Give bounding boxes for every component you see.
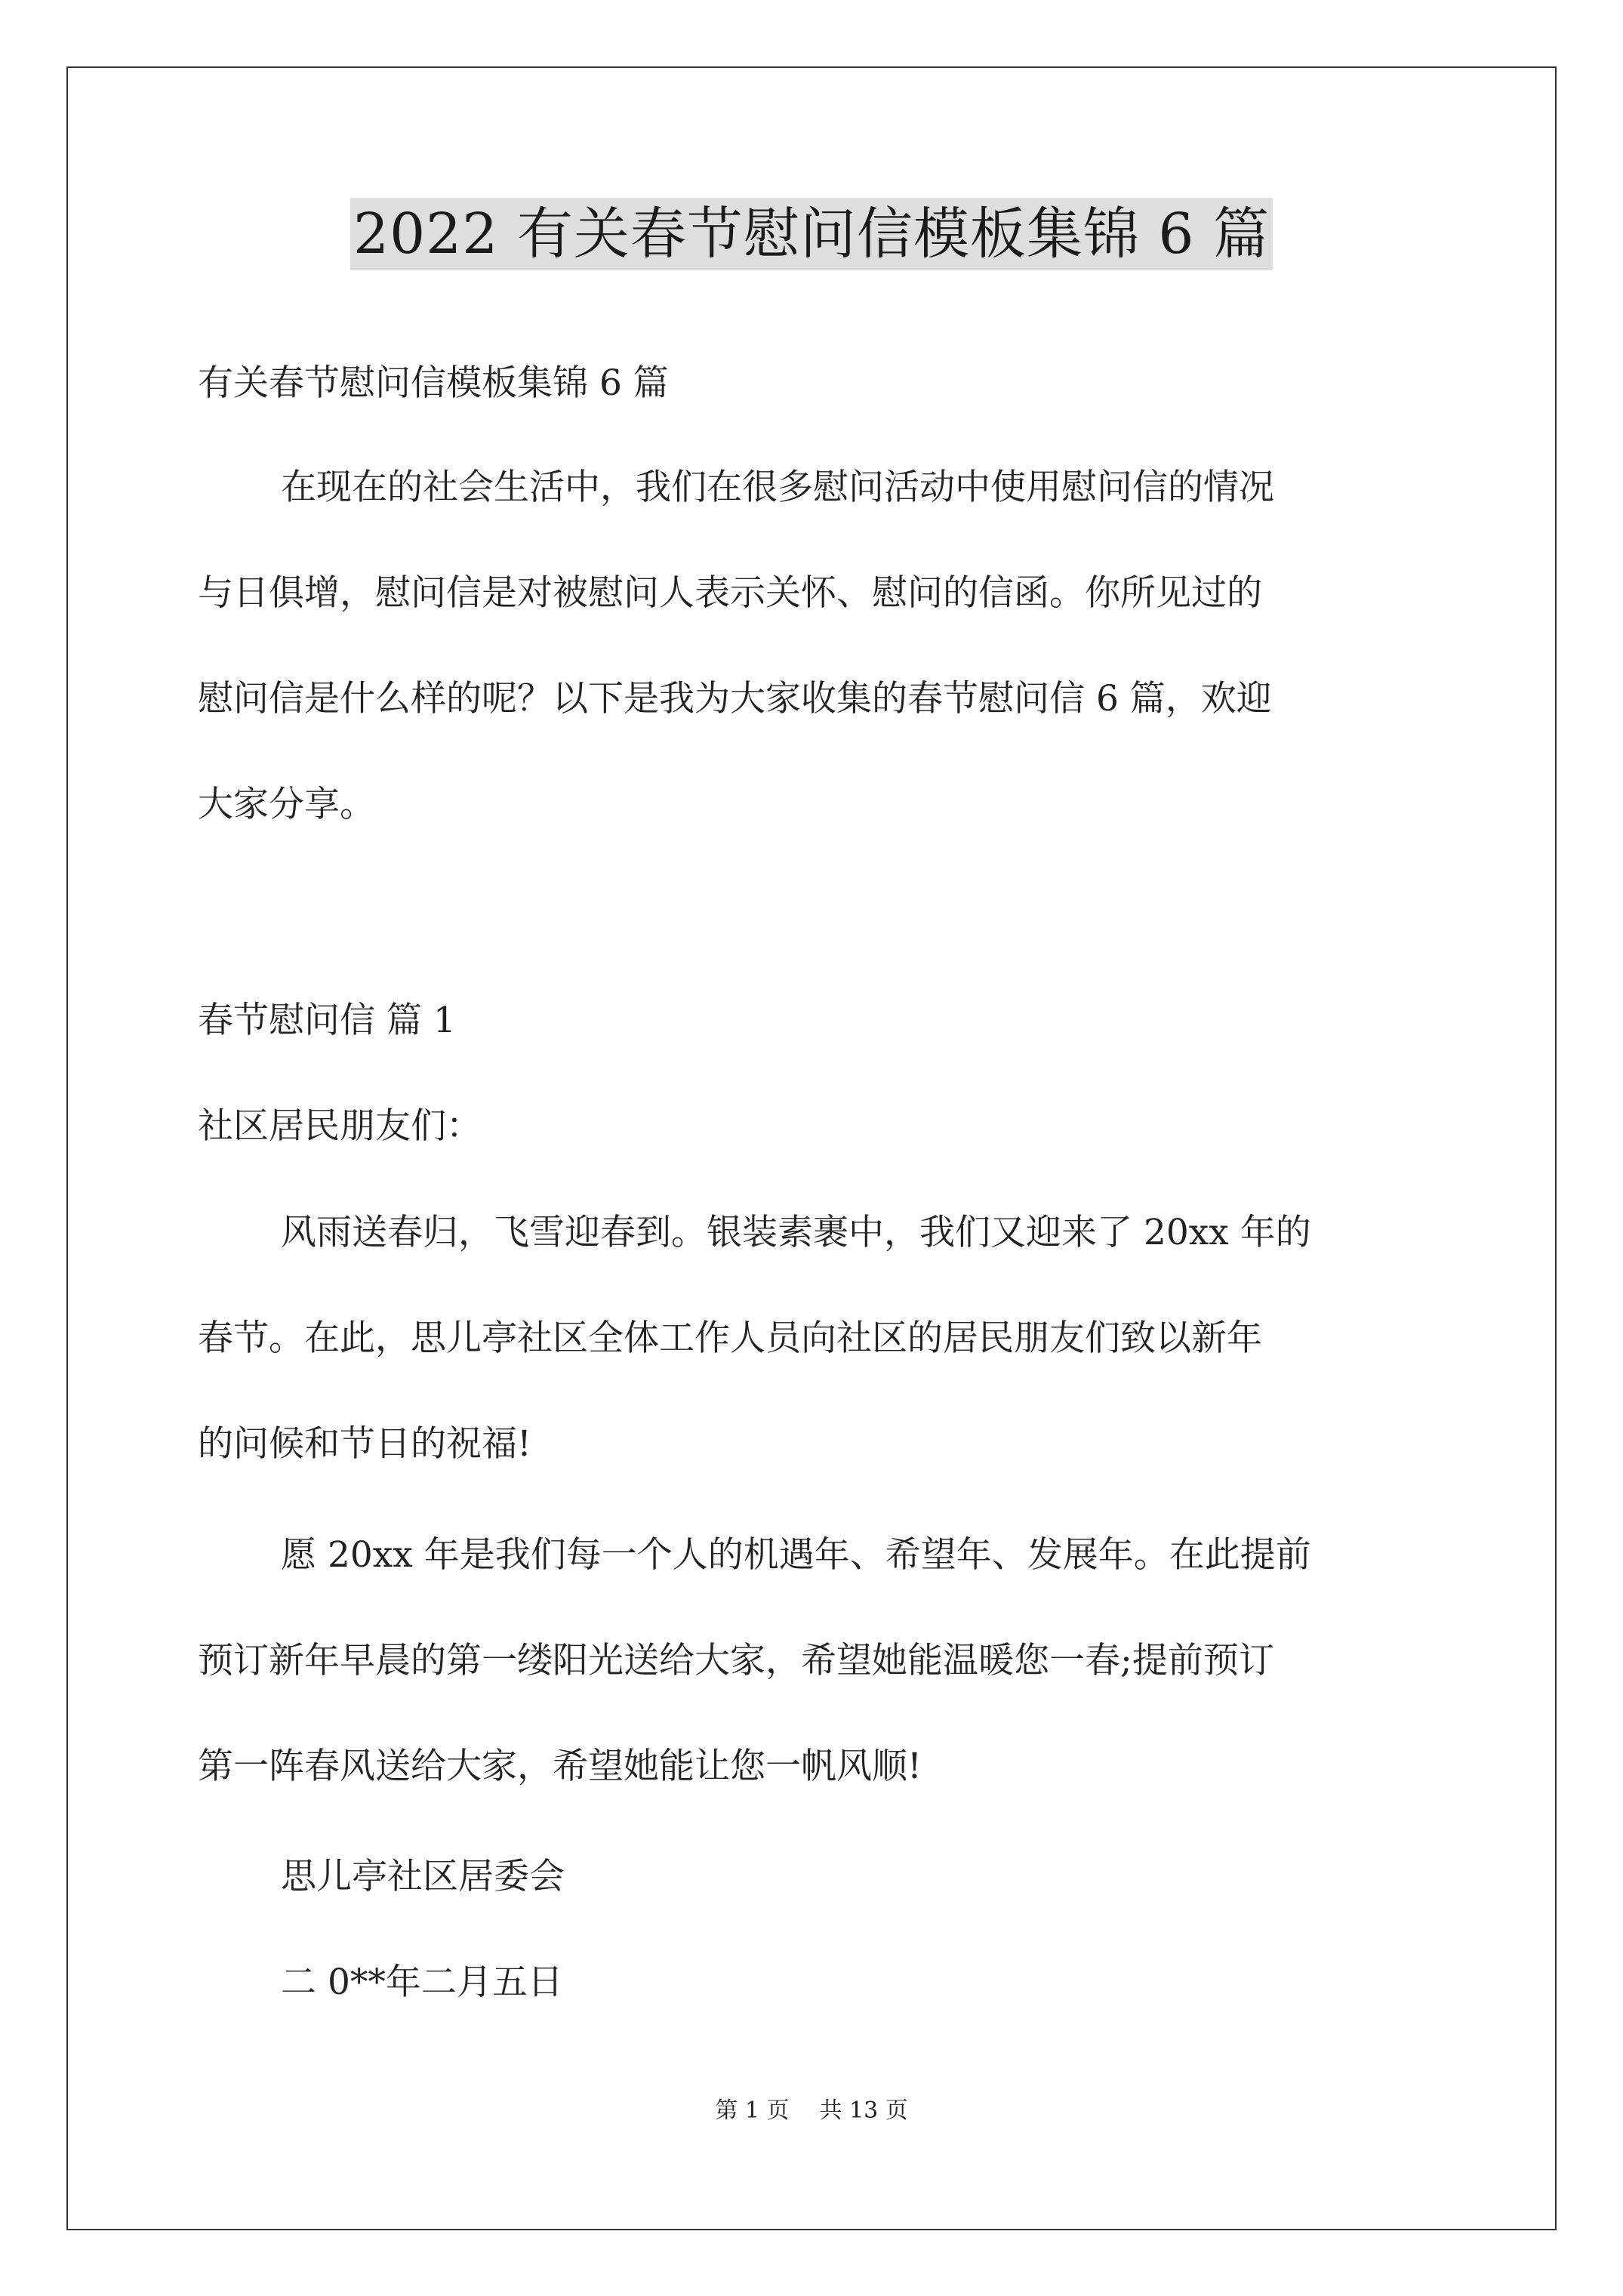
intro-line-3: 慰问信是什么样的呢？以下是我为大家收集的春节慰问信 6 篇，欢迎 <box>198 678 1272 720</box>
intro-line-2: 与日俱增，慰问信是对被慰问人表示关怀、慰问的信函。你所见过的 <box>198 572 1262 614</box>
paragraph1-line-1: 风雨送春归，飞雪迎春到。银装素裹中，我们又迎来了 20xx 年的 <box>281 1212 1311 1253</box>
document-subtitle: 有关春节慰问信模板集锦 6 篇 <box>198 362 669 404</box>
paragraph2-line-1: 愿 20xx 年是我们每一个人的机遇年、希望年、发展年。在此提前 <box>281 1534 1311 1576</box>
paragraph1-line-3: 的问候和节日的祝福! <box>198 1423 531 1465</box>
intro-line-1: 在现在的社会生活中，我们在很多慰问活动中使用慰问信的情况 <box>281 467 1274 508</box>
paragraph1-line-2: 春节。在此，思儿亭社区全体工作人员向社区的居民朋友们致以新年 <box>198 1318 1262 1359</box>
date: 二 0**年二月五日 <box>281 1962 563 2003</box>
signature: 思儿亭社区居委会 <box>281 1856 565 1897</box>
paragraph2-line-2: 预订新年早晨的第一缕阳光送给大家，希望她能温暖您一春;提前预订 <box>198 1640 1274 1681</box>
page-number: 第 1 页 <box>715 2097 790 2124</box>
paragraph2-line-3: 第一阵春风送给大家，希望她能让您一帆风顺! <box>198 1746 922 1787</box>
intro-line-4: 大家分享。 <box>198 784 375 825</box>
page-total: 共 13 页 <box>819 2097 908 2124</box>
section-heading: 春节慰问信 篇 1 <box>198 1000 456 1041</box>
document-title-text: 2022 有关春节慰问信模板集锦 6 篇 <box>350 198 1273 270</box>
salutation: 社区居民朋友们： <box>198 1105 482 1147</box>
page-footer <box>0 2096 1623 2126</box>
document-title <box>0 198 1623 270</box>
